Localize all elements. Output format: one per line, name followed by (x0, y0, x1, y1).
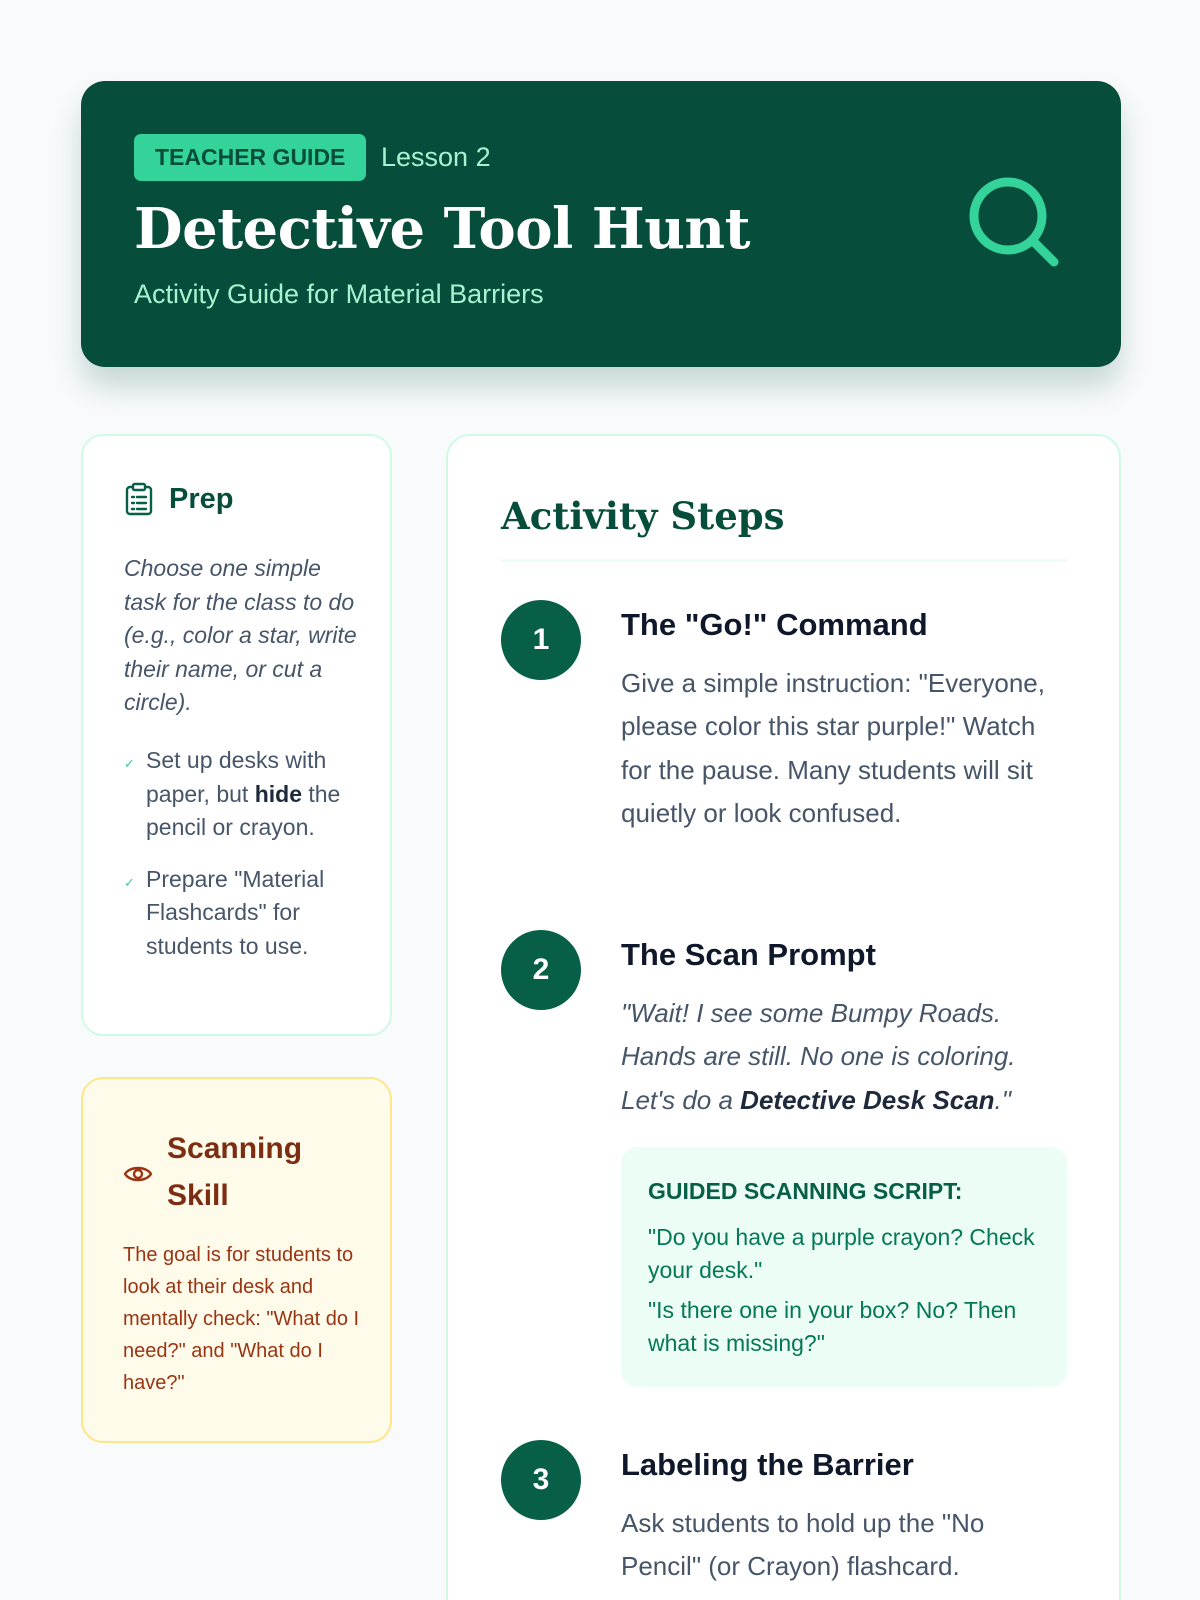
clipboard-icon (124, 482, 154, 516)
page-title: Detective Tool Hunt (134, 196, 751, 262)
prep-intro: Choose one simple task for the class to do (e.g., color a star, write their name, or cut a circle). (124, 555, 357, 715)
divider (501, 559, 1067, 562)
step-title-2: The Scan Prompt (621, 937, 876, 972)
script-line: "Do you have a purple crayon? Check your desk." (648, 1224, 1035, 1283)
step-number-1: 1 (501, 600, 581, 680)
check-icon: ✓ (124, 756, 135, 771)
skill-title: Scanning Skill (167, 1132, 303, 1212)
step-quote-2 (621, 992, 1071, 1122)
list-item (124, 863, 364, 964)
prep-checklist (124, 744, 364, 981)
prep-title: Prep (169, 482, 234, 515)
step-title-1: The "Go!" Command (621, 607, 928, 642)
script-line: "Is there one in your box? No? Then what is missing?" (648, 1297, 1017, 1356)
prep-item-text-before: Set up desks with paper, but (146, 747, 327, 807)
script-label: GUIDED SCANNING SCRIPT: (648, 1178, 963, 1204)
teacher-guide-badge: TEACHER GUIDE (134, 134, 366, 181)
prep-item-text-after: the pencil or crayon. (146, 780, 341, 840)
activity-steps-card (446, 434, 1121, 1600)
prep-item-text: Prepare "Material Flashcards" for students to use. (146, 865, 325, 959)
skill-body: The goal is for students to look at their desk and mentally check: "What do I need?" and "What do I have?" (123, 1244, 360, 1394)
activity-heading: Activity Steps (501, 494, 785, 538)
step-number-2: 2 (501, 930, 581, 1010)
eye-icon (123, 1159, 153, 1189)
lesson-number: Lesson 2 (381, 142, 491, 172)
step-body-1: Give a simple instruction: "Everyone, please color this star purple!" Watch for the pause. Many students will sit quietly or look confused. (621, 668, 1045, 829)
page-subtitle: Activity Guide for Material Barriers (134, 279, 544, 309)
guided-script-box (621, 1147, 1067, 1387)
list-item (124, 744, 364, 845)
prep-header (124, 482, 233, 516)
scanning-skill-card (81, 1077, 392, 1443)
step-body-3: Ask students to hold up the "No Pencil" (or Crayon) flashcard. (621, 1508, 985, 1582)
check-icon: ✓ (124, 874, 135, 890)
search-icon (966, 174, 1066, 274)
step-title-3: Labeling the Barrier (621, 1447, 914, 1482)
step-number-3: 3 (501, 1440, 581, 1520)
prep-card (81, 434, 392, 1036)
prep-item-emphasis: hide (254, 780, 302, 807)
lesson-header (81, 81, 1121, 367)
quote-text-after: ." (994, 1084, 1011, 1115)
quote-text-before: "Wait! I see some Bumpy Roads. Hands are still. No one is coloring. Let's do a (621, 998, 1016, 1115)
quote-emphasis: Detective Desk Scan (740, 1084, 995, 1115)
